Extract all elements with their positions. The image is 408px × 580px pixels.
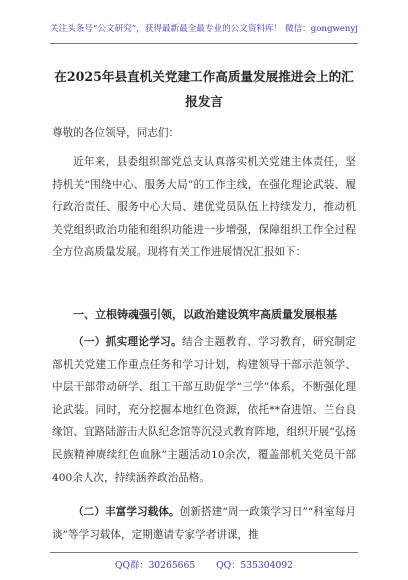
intro-paragraph: 近年来，县委组织部党总支认真落实机关党建主体责任，坚持机关“围绕中心、服务大局”的工作主线，在强化理论武装、履行政治责任、服务中心大局、建优党员队伍上持续发力，推动机关党组织政治功能和组织功能进一步增强，保障组织工作全过程全方位高质量发展。现将有关工作进展情况汇报如下： xyxy=(52,156,356,259)
paragraph-text: 创新搭建“周一政策学习日”“科室每月谈”等学习载体，定期邀请专家学者讲课，推 xyxy=(52,506,356,541)
footer-qq: QQ：535304092 xyxy=(216,560,293,571)
footer-divider xyxy=(50,552,358,553)
footer-contact xyxy=(0,557,408,571)
paragraph-theory-study xyxy=(52,331,356,489)
document-title: 在2025年县直机关党建工作高质量发展推进会上的汇报发言 xyxy=(54,69,354,109)
section-heading-1: 一、立根铸魂强引领，以政治建设筑牢高质量发展根基 xyxy=(73,308,337,321)
footer-qq-group: QQ群：30265665 xyxy=(115,560,196,571)
salutation: 尊敬的各位领导，同志们： xyxy=(52,127,180,139)
paragraph-lead: （二）丰富学习载体。 xyxy=(73,506,180,518)
paragraph-text: 结合主题教育、学习教育，研究制定部机关党建工作重点任务和学习计划，构建领导干部示范领学、中层干部带动研学、组工干部互助促学“三学”体系，不断强化理论武装。同时，充分挖掘本地红色资源，依托**奋进馆、兰台良缘馆、宜路陆游击大队纪念馆等沉浸式教育阵地，组织开展“弘扬民族精神赓续红色血脉”主题活动10余次，覆盖部机关党员干部400余人次，持续涵养政治品格。 xyxy=(52,336,357,484)
paragraph-study-carrier xyxy=(52,501,356,546)
paragraph-lead: （一）抓实理论学习。 xyxy=(73,336,182,348)
header-promo-note: 关注头条号“公文研究”，获得最新最全最专业的公文资料库！ 微信：gongwenyj xyxy=(50,24,358,34)
header-divider xyxy=(50,43,358,44)
